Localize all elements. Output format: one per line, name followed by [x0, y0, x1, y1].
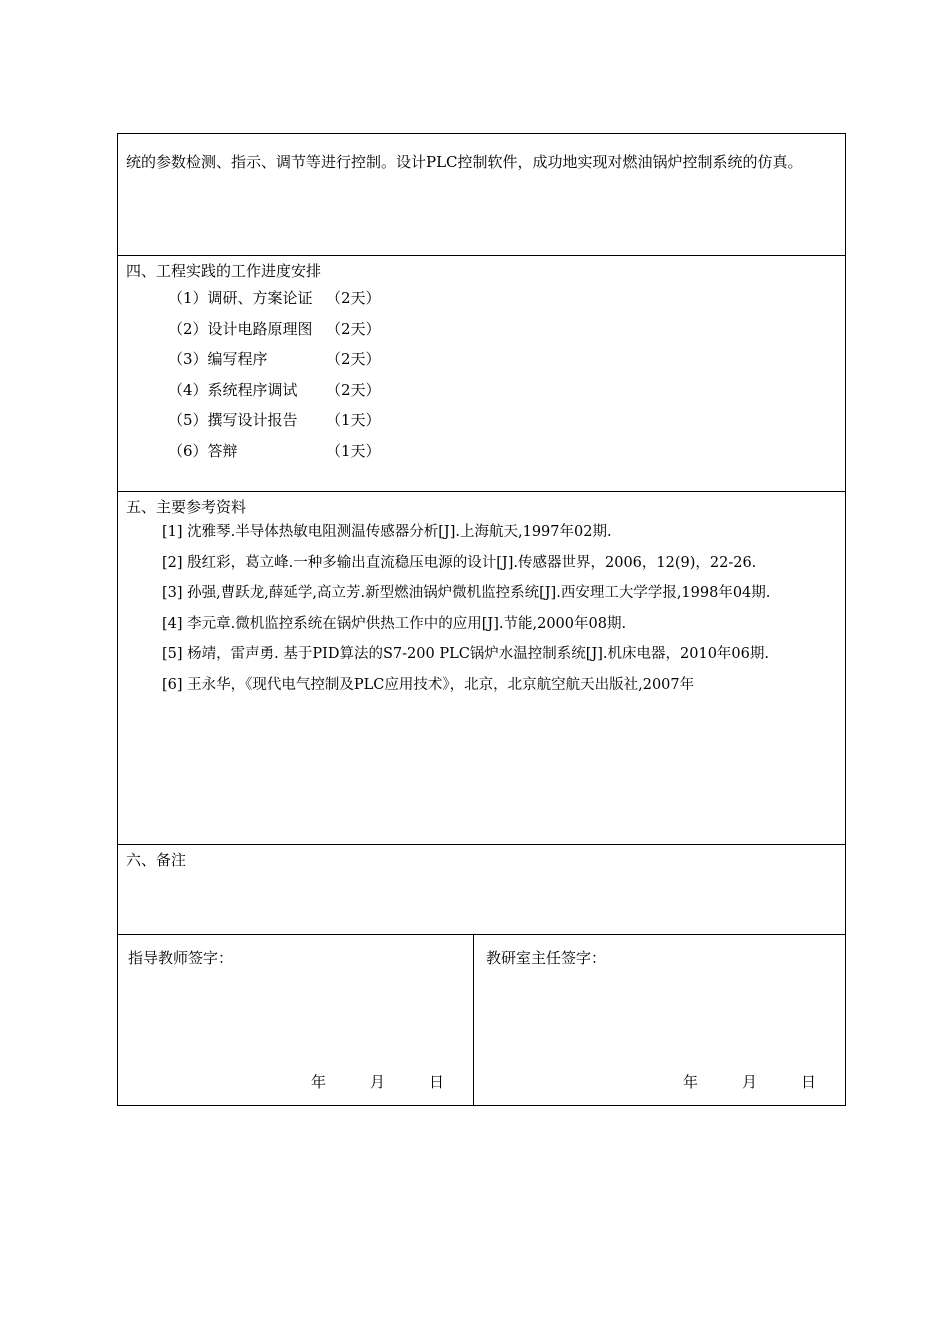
schedule-days: （2天）: [326, 350, 381, 368]
date-year-label: 年: [311, 1073, 327, 1091]
schedule-item: [168, 314, 381, 345]
schedule-task: （5）撰写设计报告: [168, 411, 298, 429]
director-signature-cell: [474, 935, 845, 1105]
date-day-label: 日: [801, 1073, 817, 1091]
schedule-item: [168, 436, 381, 467]
director-signature-date: [683, 1071, 860, 1092]
remarks-heading: 六、备注: [126, 851, 187, 869]
task-description-text: 统的参数检测、指示、调节等进行控制。设计PLC控制软件，成功地实现对燃油锅炉控制系统的仿真。: [126, 153, 803, 171]
schedule-item: [168, 344, 381, 375]
schedule-days: （1天）: [326, 411, 381, 429]
advisor-signature-cell: [118, 935, 474, 1105]
schedule-task: （3）编写程序: [168, 350, 268, 368]
section-schedule: [118, 256, 845, 492]
date-day-label: 日: [429, 1073, 445, 1091]
schedule-item: [168, 405, 381, 436]
schedule-heading: 四、工程实践的工作进度安排: [126, 262, 322, 280]
section-task-description: [118, 134, 845, 256]
references-list: [126, 517, 837, 700]
schedule-days: （1天）: [326, 441, 381, 460]
reference-item: [6] 王永华，《现代电气控制及PLC应用技术》，北京，北京航空航天出版社,2007年: [162, 676, 695, 693]
section-remarks: [118, 845, 845, 935]
director-signature-label: 教研室主任签字：: [486, 949, 607, 967]
schedule-task: （6）答辩: [168, 441, 238, 460]
date-month-label: 月: [370, 1073, 386, 1091]
section-signatures: [118, 935, 845, 1105]
reference-item: [5] 杨靖，雷声勇. 基于PID算法的S7-200 PLC锅炉水温控制系统[J].机床电器，2010年06期.: [162, 646, 769, 662]
date-year-label: 年: [683, 1073, 699, 1091]
reference-item: [1] 沈雅琴.半导体热敏电阻测温传感器分析[J].上海航天,1997年02期.: [162, 524, 612, 540]
schedule-days: （2天）: [326, 289, 381, 307]
advisor-signature-date: [311, 1071, 488, 1092]
schedule-days: （2天）: [326, 319, 381, 338]
schedule-task: （2）设计电路原理图: [168, 319, 313, 338]
schedule-days: （2天）: [326, 380, 381, 399]
reference-item: [4] 李元章.微机监控系统在锅炉供热工作中的应用[J].节能,2000年08期.: [162, 615, 627, 632]
reference-item: [2] 殷红彩，葛立峰.一种多输出直流稳压电源的设计[J].传感器世界，2006，12(9)，22-26.: [162, 554, 757, 571]
schedule-task: （1）调研、方案论证: [168, 289, 313, 307]
section-references: [118, 492, 845, 845]
date-month-label: 月: [742, 1073, 758, 1091]
reference-item: [3] 孙强,曹跃龙,薛延学,高立芳.新型燃油锅炉微机监控系统[J].西安理工大学学报,1998年04期.: [162, 585, 771, 601]
schedule-item: [168, 375, 381, 406]
form-table: [117, 133, 846, 1106]
schedule-task: （4）系统程序调试: [168, 380, 298, 399]
schedule-list: [168, 283, 381, 466]
references-heading: 五、主要参考资料: [126, 498, 247, 516]
schedule-item: [168, 283, 381, 314]
advisor-signature-label: 指导教师签字：: [128, 949, 234, 967]
